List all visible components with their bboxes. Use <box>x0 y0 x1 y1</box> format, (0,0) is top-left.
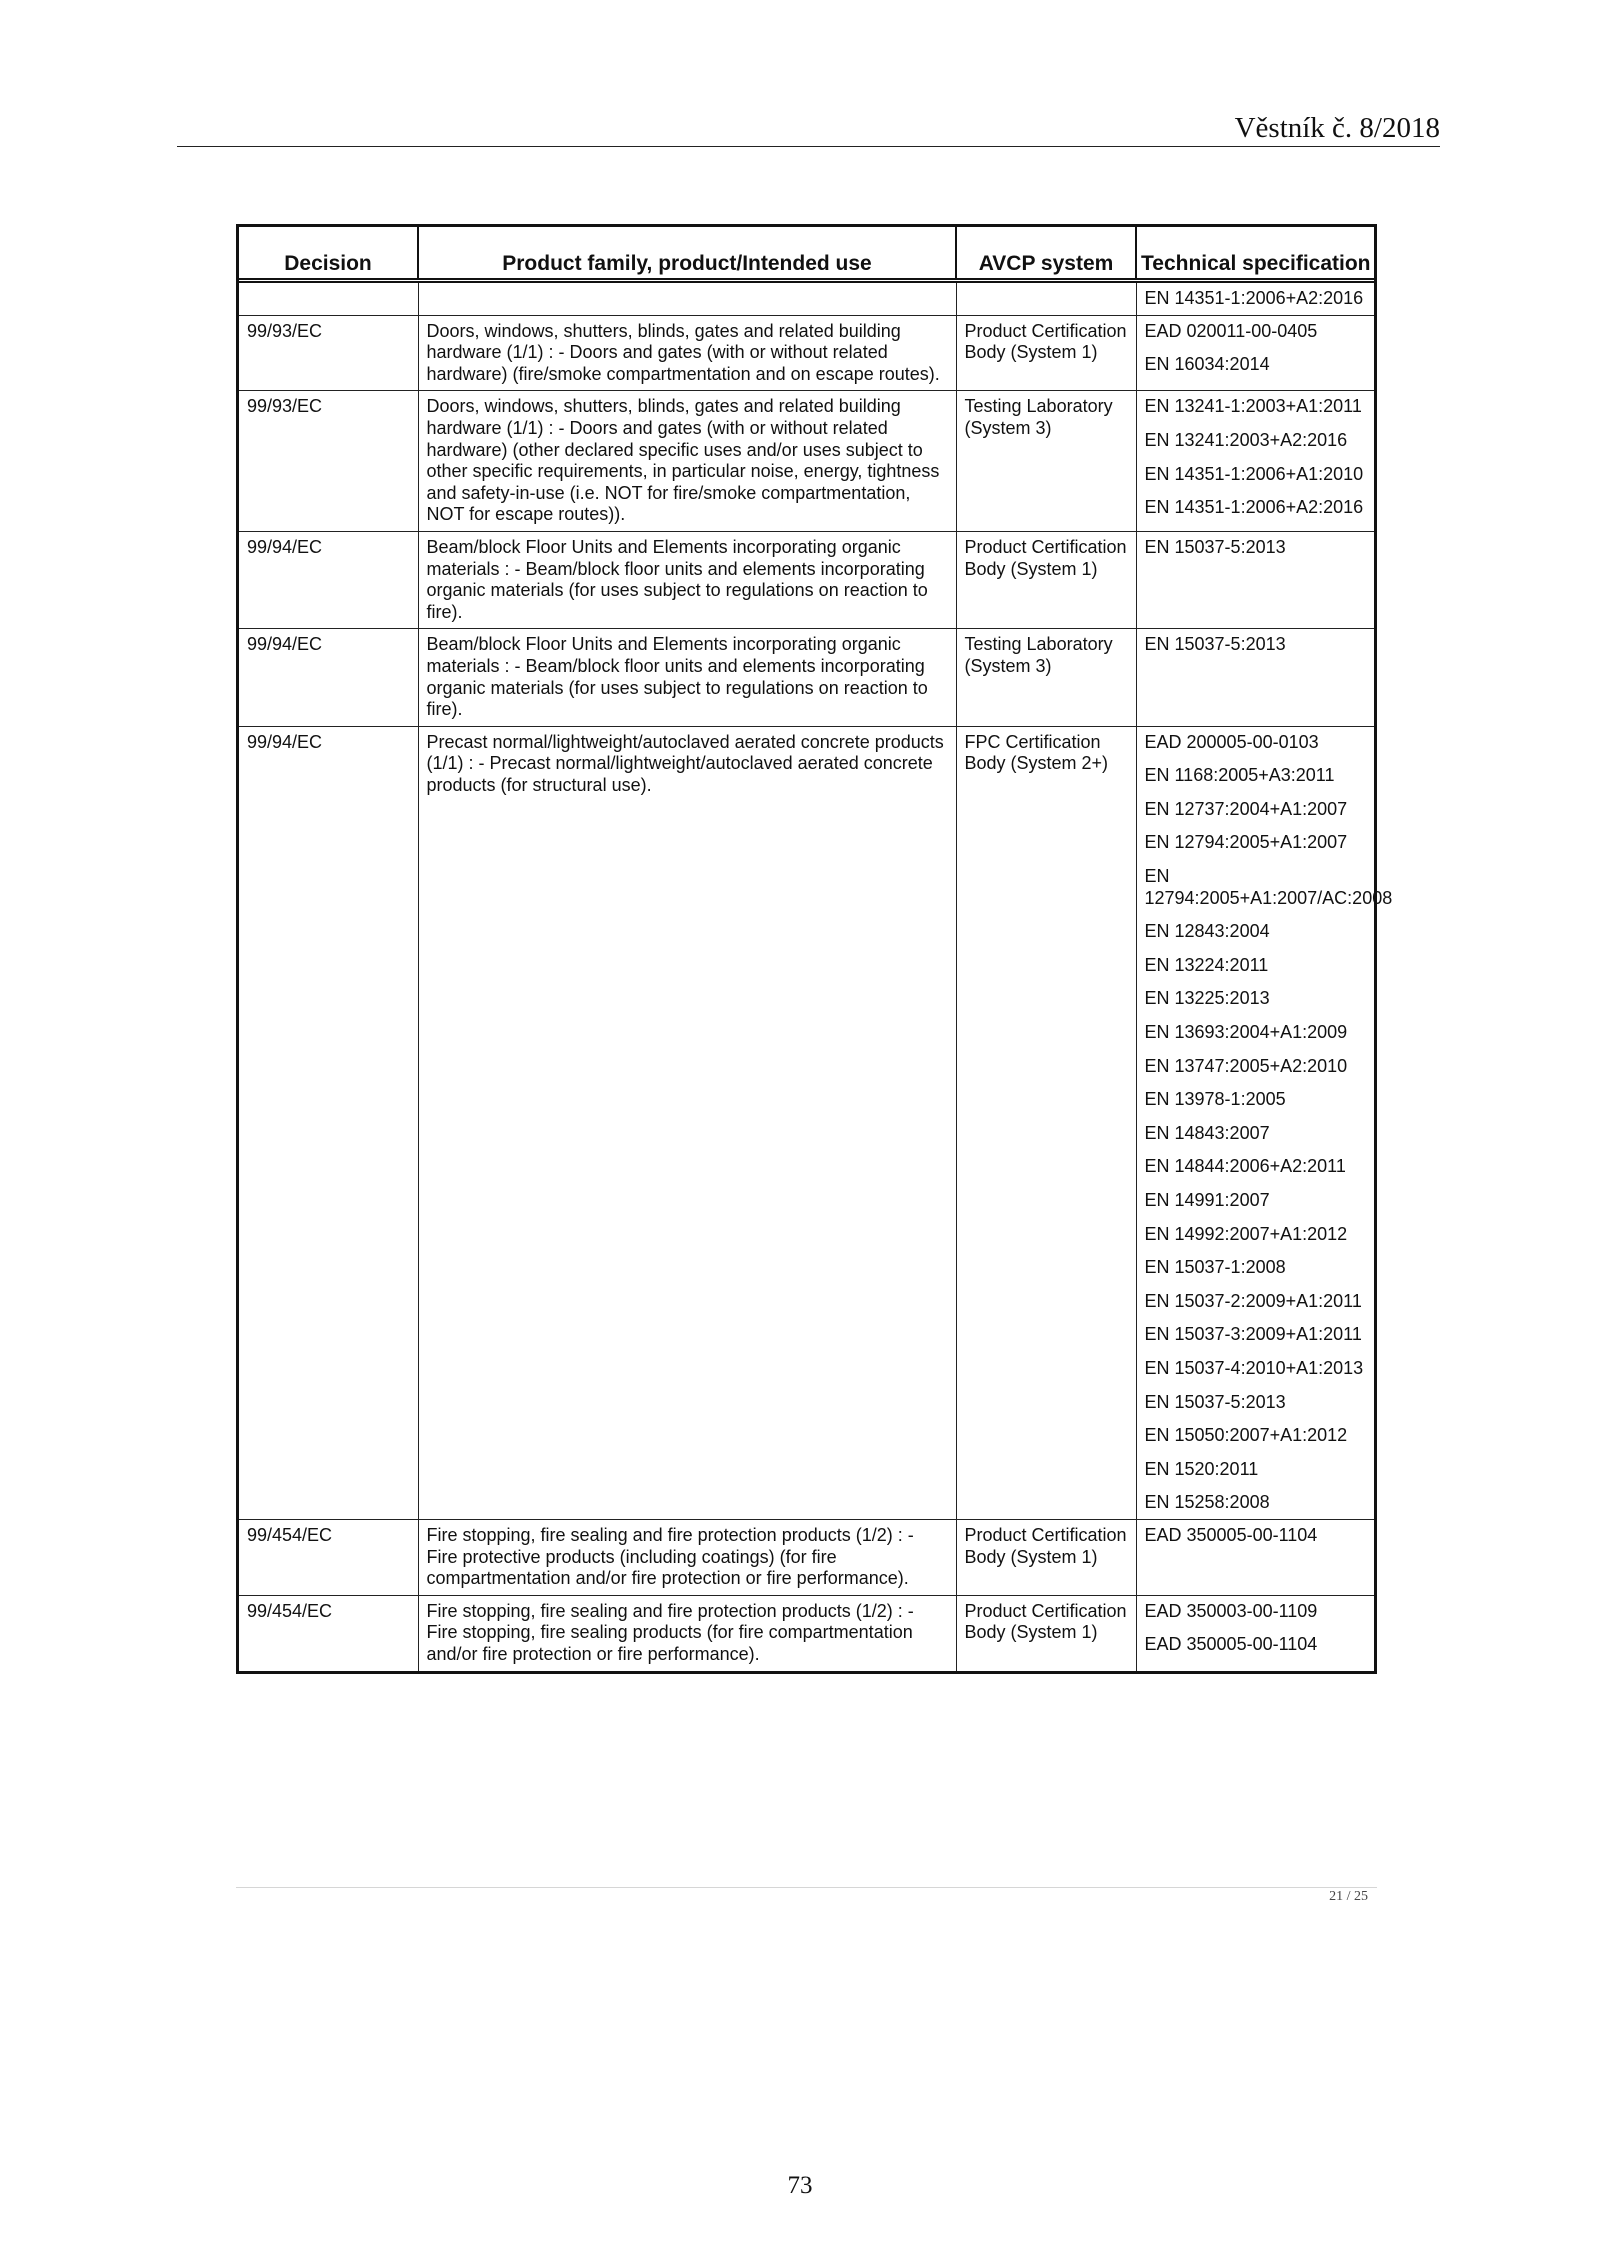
header-rule <box>177 146 1440 147</box>
specification-item: EN 15258:2008 <box>1144 1492 1270 1513</box>
specification-cell <box>1136 281 1374 316</box>
specification-item: EN 15037-1:2008 <box>1144 1257 1286 1278</box>
avcp-cell: Product Certification Body (System 1) <box>956 1519 1136 1595</box>
specification-cell <box>1136 1595 1374 1670</box>
product-cell <box>418 281 956 316</box>
specification-item: EN 13225:2013 <box>1144 988 1270 1009</box>
specification-cell <box>1136 315 1374 391</box>
specification-item: EN 1520:2011 <box>1144 1458 1259 1479</box>
specification-item: EAD 350005-00-1104 <box>1144 1524 1318 1545</box>
product-cell: Doors, windows, shutters, blinds, gates and related building hardware (1/1) : - Doors and gates (with or without related hardware) (other declared specific uses and/or uses subject to other specific requirements, in particular noise, energy, tightness and safety-in-use (i.e. NOT for fire/smoke compartmentation, NOT for escape routes)). <box>418 391 956 532</box>
avcp-cell: Product Certification Body (System 1) <box>956 315 1136 391</box>
decision-cell: 99/93/EC <box>239 391 418 532</box>
specification-item: EN 12843:2004 <box>1144 921 1270 942</box>
decision-cell: 99/454/EC <box>239 1595 418 1670</box>
specification-cell <box>1136 391 1374 532</box>
column-header-specification: Technical specification <box>1136 227 1374 281</box>
specification-item: EN 13693:2004+A1:2009 <box>1144 1022 1348 1043</box>
table-body <box>239 281 1393 1671</box>
specification-item: EN 15050:2007+A1:2012 <box>1144 1425 1348 1446</box>
specification-item: EAD 020011-00-0405 <box>1144 320 1318 341</box>
specification-item: EN 14351-1:2006+A1:2010 <box>1144 463 1364 484</box>
column-header-decision: Decision <box>239 227 418 281</box>
avcp-cell: Testing Laboratory (System 3) <box>956 391 1136 532</box>
bulletin-title: Věstník č. 8/2018 <box>1234 112 1440 144</box>
column-header-avcp: AVCP system <box>956 227 1136 281</box>
decision-cell: 99/94/EC <box>239 531 418 628</box>
specification-item: EN 15037-5:2013 <box>1144 1391 1286 1412</box>
specification-item: EAD 350005-00-1104 <box>1144 1634 1318 1655</box>
table-header-row <box>239 227 1374 281</box>
specification-item: EAD 350003-00-1109 <box>1144 1600 1318 1621</box>
specification-item: EN 15037-4:2010+A1:2013 <box>1144 1357 1364 1378</box>
specification-item: EN 15037-5:2013 <box>1144 536 1286 557</box>
specification-item: EN 14351-1:2006+A2:2016 <box>1144 497 1364 518</box>
product-cell: Beam/block Floor Units and Elements incorporating organic materials : - Beam/block floor units and elements incorporating organic materials (for uses subject to regulations on reaction to fire). <box>418 629 956 726</box>
product-cell: Beam/block Floor Units and Elements incorporating organic materials : - Beam/block floor units and elements incorporating organic materials (for uses subject to regulations on reaction to fire). <box>418 531 956 628</box>
pdf-page-indicator: 21 / 25 <box>1329 1889 1368 1904</box>
decision-cell: 99/94/EC <box>239 629 418 726</box>
column-header-product: Product family, product/Intended use <box>418 227 956 281</box>
decision-cell: 99/93/EC <box>239 315 418 391</box>
table-row <box>239 629 1374 726</box>
specification-item: EN 15037-5:2013 <box>1144 634 1286 655</box>
specification-item: EN 15037-3:2009+A1:2011 <box>1144 1324 1362 1345</box>
product-cell: Precast normal/lightweight/autoclaved aerated concrete products (1/1) : - Precast normal/lightweight/autoclaved aerated concrete products (for structural use). <box>418 726 956 1519</box>
specification-cell <box>1136 629 1374 726</box>
table-row <box>239 726 1374 1519</box>
specification-item: EN 12737:2004+A1:2007 <box>1144 798 1348 819</box>
decision-cell: 99/454/EC <box>239 1519 418 1595</box>
decisions-table <box>236 224 1393 1674</box>
specification-cell <box>1136 531 1374 628</box>
table-row <box>239 391 1374 532</box>
specification-item: EN 13241-1:2003+A1:2011 <box>1144 396 1362 417</box>
decision-cell: 99/94/EC <box>239 726 418 1519</box>
specification-item: EN 14843:2007 <box>1144 1122 1270 1143</box>
table-row <box>239 1519 1374 1595</box>
specification-item: EAD 200005-00-0103 <box>1144 731 1319 752</box>
specification-item: EN 12794:2005+A1:2007/AC:2008 <box>1144 866 1393 908</box>
specification-item: EN 1168:2005+A3:2011 <box>1144 765 1335 786</box>
table-row <box>239 315 1374 391</box>
specification-item: EN 12794:2005+A1:2007 <box>1144 832 1348 853</box>
specification-item: EN 16034:2014 <box>1144 354 1270 375</box>
specification-item: EN 13747:2005+A2:2010 <box>1144 1055 1348 1076</box>
avcp-cell: FPC Certification Body (System 2+) <box>956 726 1136 1519</box>
specification-item: EN 15037-2:2009+A1:2011 <box>1144 1290 1362 1311</box>
table-row <box>239 1595 1374 1670</box>
avcp-cell: Product Certification Body (System 1) <box>956 1595 1136 1670</box>
avcp-cell: Product Certification Body (System 1) <box>956 531 1136 628</box>
specification-item: EN 14992:2007+A1:2012 <box>1144 1223 1348 1244</box>
product-cell: Doors, windows, shutters, blinds, gates and related building hardware (1/1) : - Doors and gates (with or without related hardware) (fire/smoke compartmentation and on escape routes). <box>418 315 956 391</box>
specification-cell <box>1136 726 1393 1519</box>
product-cell: Fire stopping, fire sealing and fire protection products (1/2) : - Fire stopping, fire sealing products (for fire compartmentation and/or fire protection or fire performance). <box>418 1595 956 1670</box>
avcp-cell: Testing Laboratory (System 3) <box>956 629 1136 726</box>
specification-item: EN 13978-1:2005 <box>1144 1089 1286 1110</box>
specification-item: EN 13224:2011 <box>1144 954 1269 975</box>
footer-rule <box>236 1887 1377 1888</box>
table-row <box>239 281 1374 316</box>
decision-cell <box>239 281 418 316</box>
specification-cell <box>1136 1519 1374 1595</box>
specification-item: EN 14844:2006+A2:2011 <box>1144 1156 1346 1177</box>
avcp-cell <box>956 281 1136 316</box>
specification-item: EN 13241:2003+A2:2016 <box>1144 429 1348 450</box>
table-row <box>239 531 1374 628</box>
specification-item: EN 14351-1:2006+A2:2016 <box>1144 288 1364 308</box>
product-cell: Fire stopping, fire sealing and fire protection products (1/2) : - Fire protective products (including coatings) (for fire compartmentation and/or fire protection or fire performance). <box>418 1519 956 1595</box>
page-number: 73 <box>787 2172 813 2199</box>
specification-item: EN 14991:2007 <box>1144 1190 1270 1210</box>
